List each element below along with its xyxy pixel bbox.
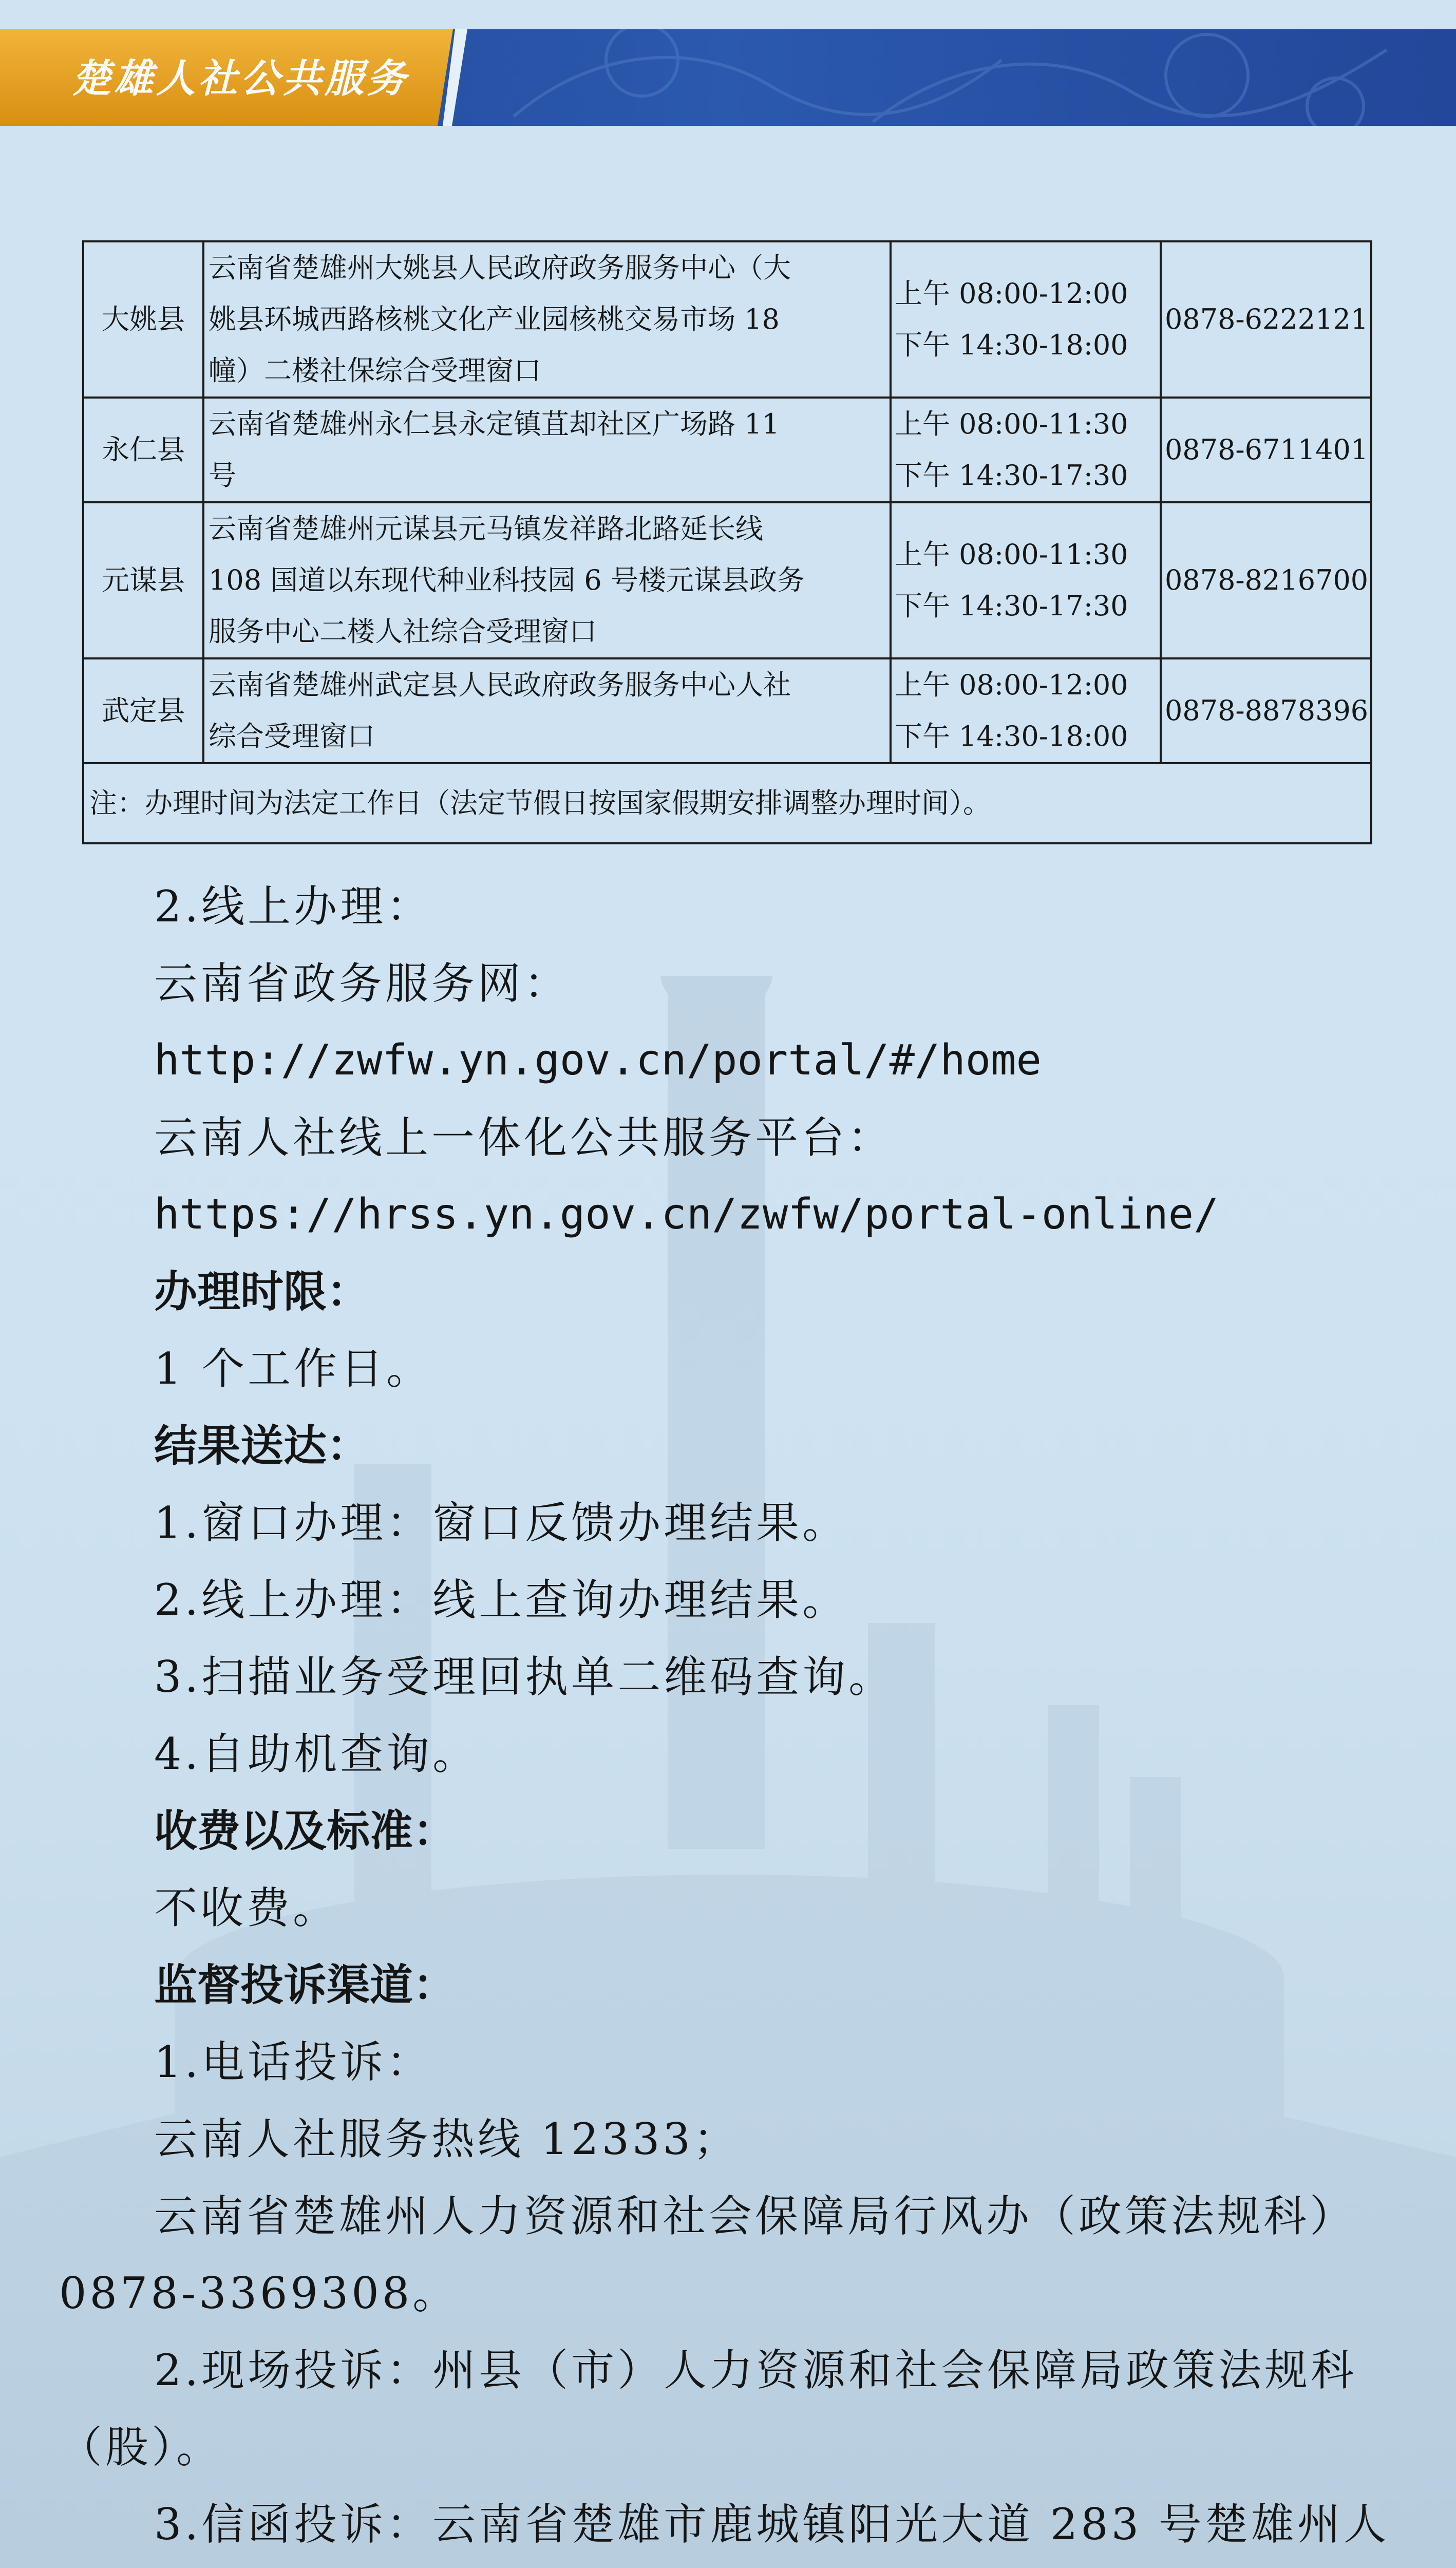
header-title: 楚雄人社公共服务 <box>72 55 409 101</box>
phone-complaint-heading: 1.电话投诉： <box>154 2037 433 2087</box>
address-cell <box>203 241 891 398</box>
address-line: 号 <box>209 459 236 492</box>
delivery-heading: 结果送达： <box>154 1421 370 1471</box>
hotline-text: 云南人社服务热线 12333； <box>154 2114 740 2164</box>
table-row <box>83 398 1371 502</box>
phone-cell: 0878-8878396 <box>1161 658 1371 763</box>
table-row <box>83 502 1371 658</box>
county-cell: 大姚县 <box>83 241 203 398</box>
address-line: 108 国道以东现代种业科技园 6 号楼元谋县政务 <box>209 564 805 596</box>
bureau-text: 云南省楚雄州人力资源和社会保障局行风办（政策法规科） <box>154 2191 1356 2241</box>
delivery-item: 2.线上办理：线上查询办理结果。 <box>154 1575 849 1625</box>
platform-label: 云南人社线上一体化公共服务平台： <box>154 1112 894 1163</box>
complaint-heading: 监督投诉渠道： <box>154 1960 457 2010</box>
address-line: 综合受理窗口 <box>209 720 375 752</box>
address-line: 云南省楚雄州武定县人民政府政务服务中心人社 <box>209 669 791 701</box>
onsite-complaint-text: 2.现场投诉：州县（市）人力资源和社会保障局政策法规科 <box>154 2345 1357 2395</box>
address-line: 姚县环城西路核桃文化产业园核桃交易市场 18 <box>209 303 780 335</box>
afternoon-hours: 下午 14:30-18:00 <box>895 720 1128 752</box>
platform-link[interactable]: https://hrss.yn.gov.cn/zwfw/portal-online/ <box>154 1190 1219 1239</box>
address-line: 云南省楚雄州永仁县永定镇苴却社区广场路 11 <box>209 408 780 440</box>
delivery-item: 3.扫描业务受理回执单二维码查询。 <box>154 1652 895 1702</box>
delivery-item: 4.自助机查询。 <box>154 1729 479 1779</box>
address-line: 云南省楚雄州元谋县元马镇发祥路北路延长线 <box>209 513 763 545</box>
portal-label: 云南省政务服务网： <box>154 958 571 1009</box>
phone-cell: 0878-6711401 <box>1161 398 1371 502</box>
morning-hours: 上午 08:00-12:00 <box>895 669 1128 701</box>
address-line: 服务中心二楼人社综合受理窗口 <box>209 615 597 648</box>
delivery-item: 1.窗口办理：窗口反馈办理结果。 <box>154 1498 849 1548</box>
afternoon-hours: 下午 14:30-18:00 <box>895 329 1128 361</box>
address-line: 云南省楚雄州大姚县人民政府政务服务中心（大 <box>209 252 791 284</box>
letter-complaint-text: 3.信函投诉：云南省楚雄市鹿城镇阳光大道 283 号楚雄州人 <box>154 2499 1390 2550</box>
online-heading: 2.线上办理： <box>154 881 433 932</box>
address-cell <box>203 398 891 502</box>
address-cell <box>203 502 891 658</box>
time-limit-value: 1 个工作日。 <box>154 1344 433 1394</box>
phone-cell: 0878-8216700 <box>1161 502 1371 658</box>
hours-cell <box>891 241 1161 398</box>
portal-link[interactable]: http://zwfw.yn.gov.cn/portal/#/home <box>154 1036 1042 1085</box>
morning-hours: 上午 08:00-11:30 <box>895 538 1128 571</box>
table-note: 注：办理时间为法定工作日（法定节假日按国家假期安排调整办理时间）。 <box>83 763 1371 843</box>
fee-heading: 收费以及标准： <box>154 1806 457 1856</box>
table-row <box>83 658 1371 763</box>
fee-value: 不收费。 <box>154 1883 339 1933</box>
time-limit-heading: 办理时限： <box>154 1267 370 1317</box>
hours-cell <box>891 398 1161 502</box>
county-cell: 元谋县 <box>83 502 203 658</box>
table-row <box>83 241 1371 398</box>
hours-cell <box>891 658 1161 763</box>
address-line: 幢）二楼社保综合受理窗口 <box>209 354 541 387</box>
onsite-complaint-text-continued: （股）。 <box>59 2422 223 2472</box>
phone-cell: 0878-6222121 <box>1161 241 1371 398</box>
morning-hours: 上午 08:00-11:30 <box>895 408 1128 440</box>
morning-hours: 上午 08:00-12:00 <box>895 277 1128 310</box>
hours-cell <box>891 502 1161 658</box>
county-cell: 永仁县 <box>83 398 203 502</box>
afternoon-hours: 下午 14:30-17:30 <box>895 459 1128 492</box>
county-cell: 武定县 <box>83 658 203 763</box>
table-note-row <box>83 763 1371 843</box>
bureau-phone: 0878-3369308。 <box>59 2268 459 2318</box>
afternoon-hours: 下午 14:30-17:30 <box>895 590 1128 622</box>
office-table <box>82 240 1372 844</box>
address-cell <box>203 658 891 763</box>
